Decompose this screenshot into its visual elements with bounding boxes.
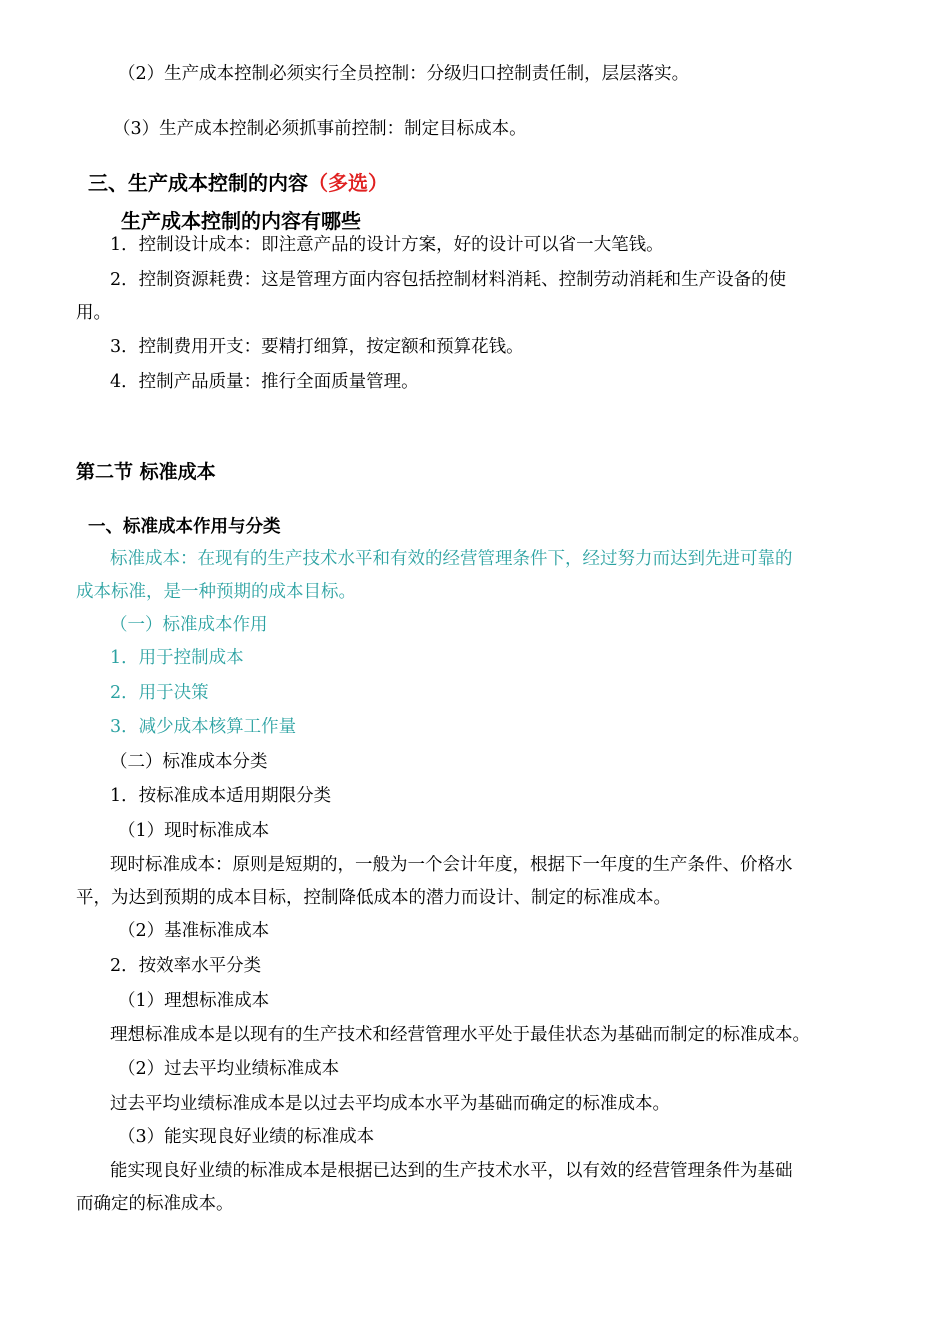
classification-2: 2．按效率水平分类 <box>110 956 262 976</box>
section-three-subheading: 生产成本控制的内容有哪些 <box>121 209 361 233</box>
classification-2-1: （1）理想标准成本 <box>118 991 270 1011</box>
content-item-2-cont: 用。 <box>76 303 111 323</box>
ideal-standard-desc: 理想标准成本是以现有的生产技术和经营管理水平处于最佳状态为基础而制定的标准成本。 <box>110 1025 810 1045</box>
classification-heading: （二）标准成本分类 <box>110 752 268 772</box>
classification-2-3: （3）能实现良好业绩的标准成本 <box>118 1127 375 1147</box>
role-item-1: 1．用于控制成本 <box>110 648 244 668</box>
role-item-2: 2．用于决策 <box>110 683 209 703</box>
section-three-title: 三、生产成本控制的内容 <box>88 171 308 195</box>
good-performance-line-1: 能实现良好业绩的标准成本是根据已达到的生产技术水平，以有效的经营管理条件为基础 <box>110 1161 793 1181</box>
principle-3: （3）生产成本控制必须抓事前控制：制定目标成本。 <box>113 119 527 139</box>
content-item-3: 3．控制费用开支：要精打细算，按定额和预算花钱。 <box>110 337 524 357</box>
classification-1-2: （2）基准标准成本 <box>118 921 270 941</box>
principle-2: （2）生产成本控制必须实行全员控制：分级归口控制责任制，层层落实。 <box>118 64 690 84</box>
content-item-1: 1．控制设计成本：即注意产品的设计方案，好的设计可以省一大笔钱。 <box>110 235 664 255</box>
multi-choice-tag: （多选） <box>308 171 388 195</box>
good-performance-line-2: 而确定的标准成本。 <box>76 1194 234 1214</box>
role-heading: （一）标准成本作用 <box>110 615 268 635</box>
role-item-3: 3．减少成本核算工作量 <box>110 717 297 737</box>
classification-1-1: （1）现时标准成本 <box>118 821 270 841</box>
definition-line-1: 标准成本：在现有的生产技术水平和有效的经营管理条件下，经过努力而达到先进可靠的 <box>110 549 793 569</box>
section-three-heading <box>88 170 388 196</box>
classification-1: 1．按标准成本适用期限分类 <box>110 786 332 806</box>
current-standard-line-1: 现时标准成本：原则是短期的，一般为一个会计年度，根据下一年度的生产条件、价格水 <box>110 855 793 875</box>
standard-cost-heading: 一、标准成本作用与分类 <box>88 517 281 537</box>
content-item-2: 2．控制资源耗费：这是管理方面内容包括控制材料消耗、控制劳动消耗和生产设备的使 <box>110 270 787 290</box>
past-average-desc: 过去平均业绩标准成本是以过去平均成本水平为基础而确定的标准成本。 <box>110 1094 670 1114</box>
content-item-4: 4．控制产品质量：推行全面质量管理。 <box>110 372 419 392</box>
section-two-heading: 第二节 标准成本 <box>76 461 216 483</box>
current-standard-line-2: 平，为达到预期的成本目标，控制降低成本的潜力而设计、制定的标准成本。 <box>76 888 671 908</box>
classification-2-2: （2）过去平均业绩标准成本 <box>118 1059 340 1079</box>
definition-line-2: 成本标准，是一种预期的成本目标。 <box>76 582 356 602</box>
